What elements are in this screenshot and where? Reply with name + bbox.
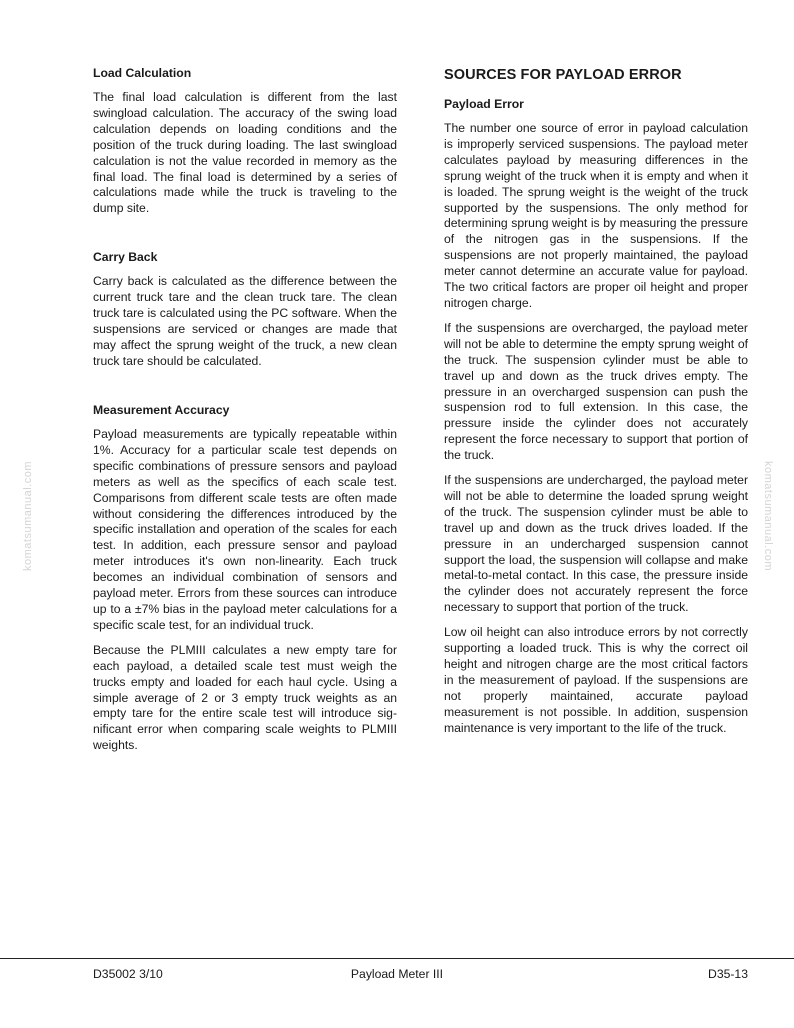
- payload-error-paragraph-2: If the suspensions are overcharged, the payload meter will not be able to determine the empty sprung weight of the truck. The suspension cylinder must be able to travel up and down as the truck drives empty. The pressure in an overcharged suspension can push the suspension rod to full extension. In this case, the pressure inside the cylinder does not accurately represent the force necessary to support that portion of the truck.: [444, 320, 748, 463]
- payload-error-heading: Payload Error: [444, 97, 524, 111]
- carry-back-paragraph: Carry back is calculated as the difference between the current truck tare and the clean truck tare. The clean truck tare is calculated using the PC software. When the suspensions are serviced or changes are made that may affect the sprung weight of the truck, a new clean truck tare should be calculated.: [93, 274, 397, 368]
- load-calculation-section: [93, 66, 397, 226]
- carry-back-heading: Carry Back: [93, 250, 158, 264]
- measurement-accuracy-section: [93, 403, 397, 763]
- load-calculation-paragraph: The final load calculation is different from the last swingload calculation. The accuracy of the swing load calculation depends on loading conditions and the position of the truck during loading. The last swingload calculation is not the value recorded in memory as the final load. The final load is determined by a series of calculations made while the truck is traveling to the dump site.: [93, 90, 397, 216]
- payload-error-paragraph-4: Low oil height can also introduce errors by not correctly supporting a loaded truck. This is why the correct oil height and nitrogen charge are the most critical factors in the measurement of payload. If the suspensions are not properly maintained, accurate payload measurement is not possible. In addition, suspension maintenance is very important to the life of the truck.: [444, 625, 748, 735]
- payload-error-section: [444, 66, 748, 746]
- measurement-accuracy-heading: Measurement Accuracy: [93, 403, 230, 417]
- load-calculation-heading: Load Calculation: [93, 66, 192, 80]
- carry-back-section: [93, 250, 397, 378]
- measurement-accuracy-paragraph-2: Because the PLMIII calculates a new empty tare for each payload, a detailed scale test must weigh the trucks empty and loaded for each haul cycle. Using a simple average of 2 or 3 empty truck weights as an empty tare for the entire scale test will introduce significant error when comparing scale weights to PLMIII weights.: [93, 642, 397, 753]
- payload-error-paragraph-1: The number one source of error in payload calculation is improperly serviced suspensions. The payload meter calculates payload by measuring differences in the sprung weight of the truck when it is empty and when it is loaded. The sprung weight is the weight of the truck supported by the suspensions. The only method for determining sprung weight is by measuring the pressure of the nitrogen gas in the suspensions. If the suspensions are not properly maintained, the payload meter cannot determine an accurate value for payload. The two critical factors are proper oil height and proper nitrogen charge.: [444, 121, 748, 310]
- watermark-right: komatsumanual.com: [762, 461, 774, 571]
- footer-divider: [0, 958, 794, 959]
- footer-page-number: D35-13: [708, 967, 748, 981]
- section-title: SOURCES FOR PAYLOAD ERROR: [444, 67, 682, 83]
- footer-title: Payload Meter III: [350, 967, 444, 981]
- footer-doc-id: D35002 3/10: [93, 967, 163, 981]
- measurement-accuracy-paragraph-1: Payload measurements are typically repeatable within 1%. Accuracy for a particular scale test depends on specific combinations of pressure sensors and payload meters as well as the specifics of each scale test. Comparisons from different scale tests are often made without considering the differences introduced by the specific installation and operation of the scales for each test. In addition, each pressure sensor and payload meter introduces it's own non-linearity. Each truck becomes an individual combination of sensors and payload meter. Errors from these sources can introduce up to a ±7% bias in the payload meter calculations for a specific scale test, for an individual truck.: [93, 427, 397, 632]
- payload-error-paragraph-3: If the suspensions are undercharged, the payload meter will not be able to determine the loaded sprung weight of the truck. The suspension cylinder must be able to travel up and down as the truck drives loaded. If the pressure in an undercharged suspension cannot support the load, the suspension will collapse and make metal-to-metal contact. In this case, the pressure inside the cylinder does not accurately represent the force necessary to support that portion of the truck.: [444, 473, 748, 615]
- watermark-left: komatsumanual.com: [22, 461, 34, 571]
